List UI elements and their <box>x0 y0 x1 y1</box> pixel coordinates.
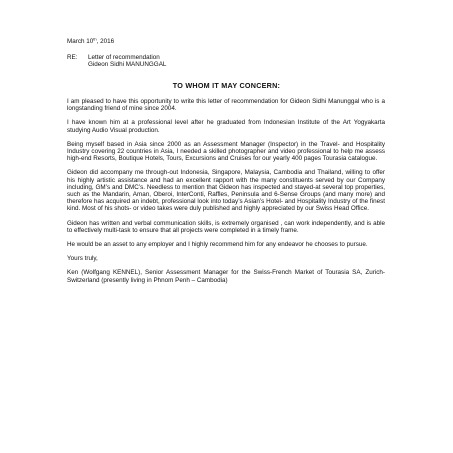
paragraph-recommendation: He would be an asset to any employer and I highly recommend him for any endeavor he chooses to pursue. <box>67 241 368 249</box>
re-subject: Letter of recommendation <box>88 54 160 61</box>
paragraph-context: Being myself based in Asia since 2000 as an Assessment Manager (Inspector) in the Travel- and Hospitality Industry covering 22 countries in Asia, I needed a skilled photographer and video professional to help me assess high-end Resorts, Boutique Hotels, Tours, Excursions and Cruises for our yearly 400 pages Tourasia catalogue. <box>67 140 385 163</box>
re-lines <box>88 54 166 68</box>
paragraph-background: I have known him at a professional level after he graduated from Indonesian Institute of the Art Yogyakarta studying Audio Visual production. <box>67 119 385 134</box>
re-name: Gideon Sidhi MANUNGGAL <box>88 61 167 69</box>
signature-block: Ken (Wolfgang KENNEL), Senior Assessment Manager for the Swiss-French Market of Tourasia SA, Zurich-Switzerland (presently living in Phnom Penh – Cambodia) <box>67 269 385 284</box>
letter-heading: TO WHOM IT MAY CONCERN: <box>172 81 281 90</box>
date-year: , 2016 <box>96 38 115 45</box>
re-label: RE: <box>67 54 78 61</box>
paragraph-skills: Gideon has written and verbal communication skills, is extremely organised , can work independently, and is able to effectively multi-task to ensure that all projects were completed in a timely frame. <box>67 219 385 234</box>
letter-date <box>67 38 114 45</box>
letter-body <box>67 98 385 291</box>
paragraph-experience: Gideon did accompany me through-out Indonesia, Singapore, Malaysia, Cambodia and Thailand, willing to offer his highly artistic assistance and had an excellent rapport with the many constituents served by our Company including, GM’s and DMC’s. Needless to mention that Gideon has inspected and stayed-at several top properties, such as the Mandarin, Aman, Oberoi, InterConti, Raffles, Peninsula and 6-Sense Groups (and many more) and therefore has acquired an indebt, professional look into today’s Asian’s Hotel- and Hospitality Industry of the finest kind. Most of his shots- or video takes were duly published and highly appreciated by our Swiss Head Office. <box>67 169 385 213</box>
paragraph-intro: I am pleased to have this opportunity to write this letter of recommendation for Gideon Sidhi Manunggal who is a longstanding friend of mine since 2004. <box>67 98 385 113</box>
date-month-day: March 10 <box>67 38 94 45</box>
closing: Yours truly, <box>67 255 98 263</box>
date-ordinal-suffix: th <box>93 36 97 42</box>
